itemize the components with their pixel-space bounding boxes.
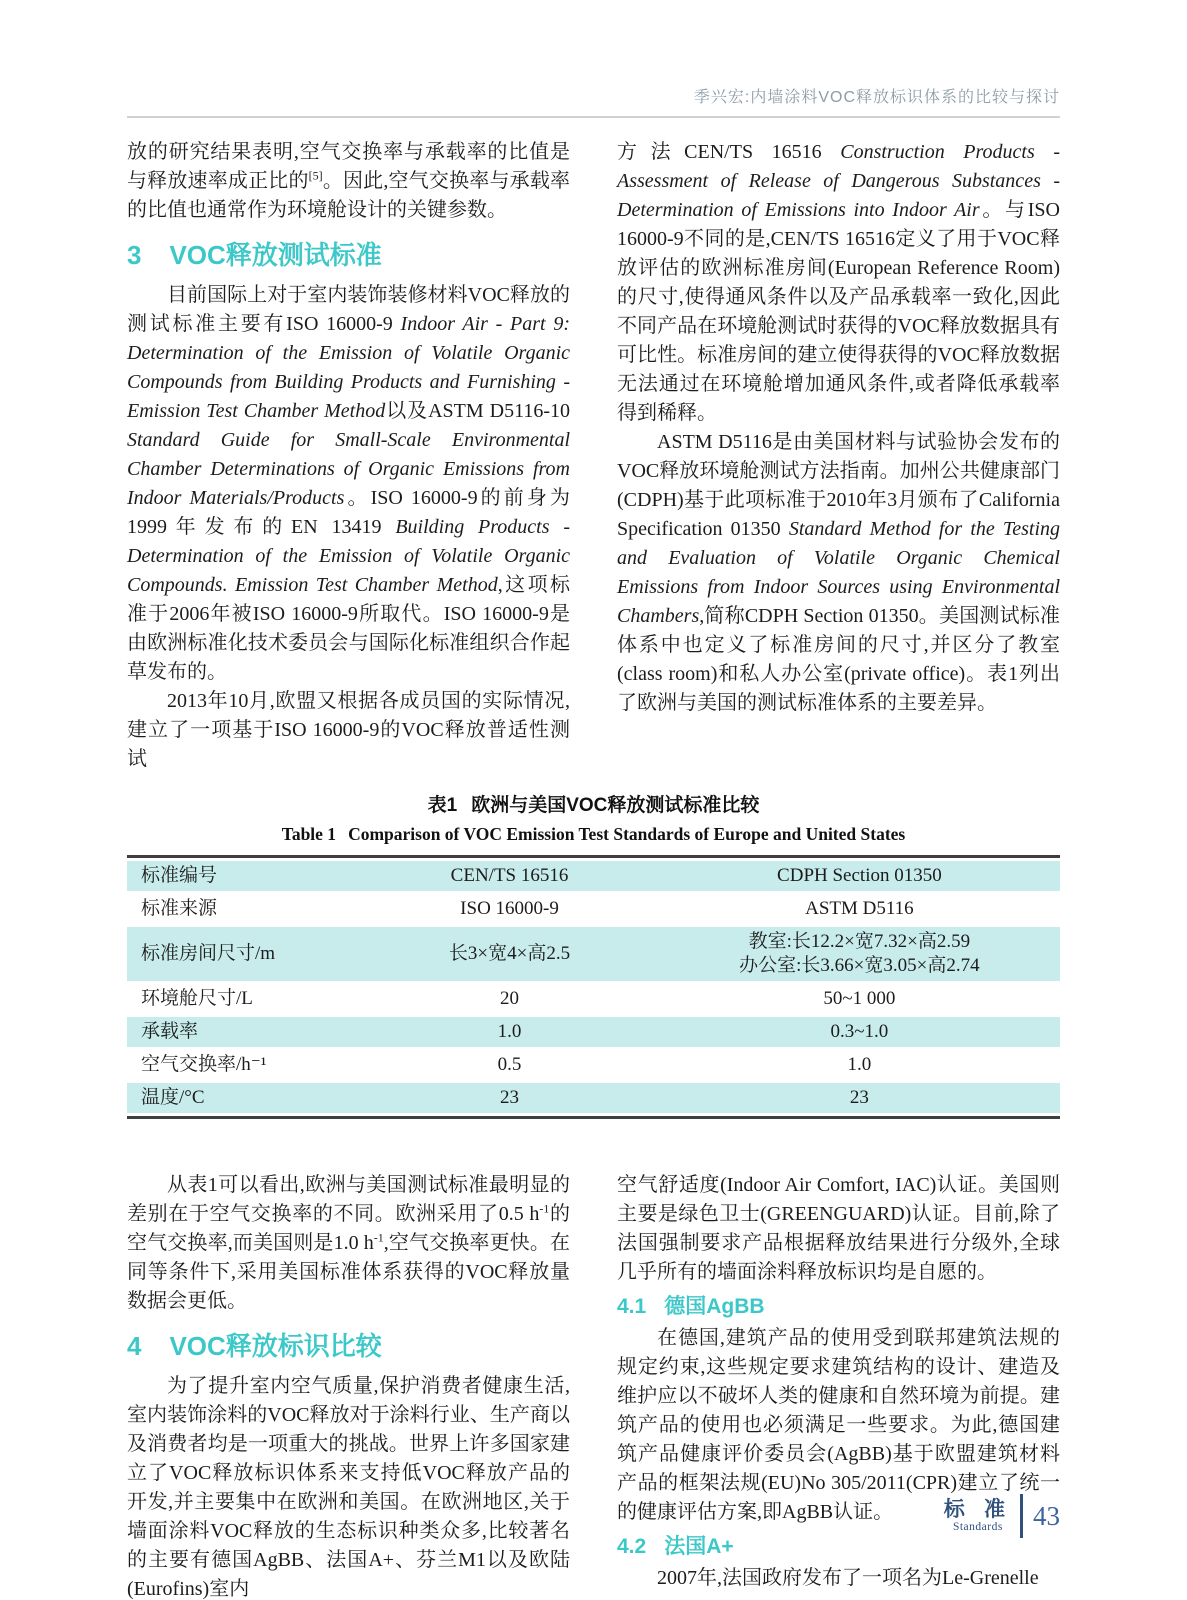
cell-us-line2: 办公室:长3.66×宽3.05×高2.74: [739, 955, 980, 976]
section-number: 4: [127, 1331, 142, 1361]
table-caption-cn-text: 欧洲与美国VOC释放测试标准比较: [471, 795, 760, 816]
table-row: [127, 1017, 1060, 1047]
paragraph: 2013年10月,欧盟又根据各成员国的实际情况,建立了一项基于ISO 16000-9的VOC释放普适性测试: [127, 690, 570, 770]
lower-content: [127, 1171, 1060, 1600]
table-row: [127, 861, 1060, 891]
table-row: [127, 927, 1060, 981]
cell-europe: 0.5: [497, 1054, 522, 1075]
upper-content: [127, 138, 1060, 774]
cell-us: 1.0: [847, 1054, 872, 1075]
table-caption-cn: [127, 792, 1060, 819]
paragraph: 为了提升室内空气质量,保护消费者健康生活,室内装饰涂料的VOC释放对于涂料行业、生产商以及消费者均是一项重大的挑战。世界上许多国家建立了VOC释放标识体系来支持低VOC释放产品的开发,并主要集中在欧洲和美国。在欧洲地区,关于墙面涂料VOC释放的生态标识种类众多,比较著名的主要有德国AgBB、法国A+、芬兰M1以及欧陆(Eurofins)室内: [127, 1375, 570, 1600]
cell-us: 23: [659, 1083, 1060, 1113]
paragraph: 方法CEN/TS 16516 Construction Products - Assessment of Release of Dangerous Substances - Determination of Emissions into Indoor Air。与ISO 16000-9不同的是,CEN/TS 16516定义了用于VOC释放评估的欧洲标准房间(European Reference Room)的尺寸,使得通风条件以及产品承载率一致化,因此不同产品在环境舱测试时获得的VOC释放数据具有可比性。标准房间的建立使得获得的VOC释放数据无法通过在环境舱增加通风条件,或者降低承载率得到稀释。: [617, 141, 1060, 424]
running-title: 季兴宏:内墙涂料VOC释放标识体系的比较与探讨: [693, 89, 1060, 106]
table-caption-en: [127, 822, 1060, 847]
footer-label: [944, 1498, 1012, 1534]
cell-europe: 长3×宽4×高2.5: [360, 927, 659, 981]
cell-europe: ISO 16000-9: [460, 898, 559, 919]
row-label: 空气交换率/h⁻¹: [141, 1054, 267, 1075]
row-label: 标准来源: [141, 898, 218, 919]
right-column-top: [617, 138, 1060, 774]
cell-us: 0.3~1.0: [659, 1017, 1060, 1047]
cell-us: ASTM D5116: [805, 898, 914, 919]
left-column-bottom: [127, 1171, 570, 1600]
cell-us: 50~1 000: [823, 988, 896, 1009]
cell-us-line1: 教室:长12.2×宽7.32×高2.59: [748, 931, 971, 952]
row-label: 承载率: [127, 1017, 360, 1047]
table-caption-en-label: Table 1: [281, 824, 337, 844]
left-column-top: [127, 138, 570, 774]
footer-label-cn: 标 准: [943, 1497, 1012, 1521]
section-heading-4: [127, 1330, 570, 1362]
section-title: VOC释放标识比较: [169, 1331, 382, 1361]
paragraph: 从表1可以看出,欧洲与美国测试标准最明显的差别在于空气交换率的不同。欧洲采用了0.5 $h^{-1}$的空气交换率,而美国则是1.0 $h^{-1}$,空气交换率更快。在同等条件下,采用美国标准体系获得的VOC释放量数据会更低。: [127, 1174, 571, 1312]
section-heading-3: [127, 239, 570, 271]
table-row: [127, 1050, 1060, 1080]
paragraph: ASTM D5116是由美国材料与试验协会发布的VOC释放环境舱测试方法指南。加州公共健康部门(CDPH)基于此项标准于2010年3月颁布了California Specification 01350 Standard Method for the Testing and Evaluation of Volatile Organic Chemical Emissions from Indoor Sources using Environmental Chambers,简称CDPH Section 01350。美国测试标准体系中也定义了标准房间的尺寸,并区分了教室(class room)和私人办公室(private office)。表1列出了欧洲与美国的测试标准体系的主要差异。: [617, 431, 1060, 714]
table-caption-cn-label: 表1: [427, 795, 458, 816]
section-number: 4.1: [617, 1295, 647, 1318]
row-label: 标准编号: [127, 861, 360, 891]
paragraph: 目前国际上对于室内装饰装修材料VOC释放的测试标准主要有ISO 16000-9 Indoor Air - Part 9: Determination of the Emission of Volatile Organic Compounds from Building Products and Furnishing - Emission Test Chamber Method以及ASTM D5116-10 Standard Guide for Small-Scale Environmental Chamber Determinations of Organic Emissions from Indoor Materials/Products。ISO 16000-9的前身为1999年发布的EN 13419 Building Products - Determination of the Emission of Volatile Organic Compounds. Emission Test Chamber Method,这项标准于2006年被ISO 16000-9所取代。ISO 16000-9是由欧洲标准化技术委员会与国际化标准组织合作起草发布的。: [127, 284, 571, 683]
table-1-block: [127, 792, 1060, 1119]
comparison-table: [127, 855, 1060, 1119]
footer-divider: [1020, 1494, 1023, 1538]
table-row: [127, 984, 1060, 1014]
paragraph: 在德国,建筑产品的使用受到联邦建筑法规的规定约束,这些规定要求建筑结构的设计、建造及维护应以不破坏人类的健康和自然环境为前提。建筑产品的使用也必须满足一些要求。为此,德国建筑产品健康评价委员会(AgBB)基于欧盟建筑材料产品的框架法规(EU)No 305/2011(CPR)建立了统一的健康评估方案,即AgBB认证。: [617, 1327, 1060, 1523]
page-footer: [944, 1494, 1060, 1538]
section-title: 法国A+: [664, 1535, 734, 1558]
table-row: [127, 894, 1060, 924]
row-label: 温度/°C: [127, 1083, 360, 1113]
section-number: 4.2: [617, 1535, 647, 1558]
section-title: VOC释放测试标准: [169, 240, 382, 270]
table-row: [127, 1083, 1060, 1113]
running-header: [127, 84, 1060, 118]
paragraph: 空气舒适度(Indoor Air Comfort, IAC)认证。美国则主要是绿色卫士(GREENGUARD)认证。目前,除了法国强制要求产品根据释放结果进行分级外,全球几乎所有的墙面涂料释放标识均是自愿的。: [617, 1174, 1060, 1283]
cell-europe: 20: [500, 988, 520, 1009]
footer-label-en: Standards: [952, 1521, 1003, 1533]
row-label: 标准房间尺寸/m: [127, 927, 360, 981]
page-number: 43: [1033, 1500, 1060, 1531]
cell-europe: 23: [360, 1083, 659, 1113]
cell-europe: 1.0: [360, 1017, 659, 1047]
cell-europe: CEN/TS 16516: [360, 861, 659, 891]
paragraph: 2007年,法国政府发布了一项名为Le-Grenelle: [657, 1567, 1039, 1589]
cell-us: CDPH Section 01350: [659, 861, 1060, 891]
section-title: 德国AgBB: [664, 1295, 765, 1318]
row-label: 环境舱尺寸/L: [141, 988, 253, 1009]
cell-us: [659, 927, 1060, 981]
table-caption-en-text: Comparison of VOC Emission Test Standards of Europe and United States: [348, 824, 906, 844]
paragraph: 放的研究结果表明,空气交换率与承载率的比值是与释放速率成正比的[5]。因此,空气交换率与承载率的比值也通常作为环境舱设计的关键参数。: [127, 141, 571, 221]
section-heading-4-1: [617, 1293, 1060, 1320]
section-number: 3: [127, 240, 142, 270]
